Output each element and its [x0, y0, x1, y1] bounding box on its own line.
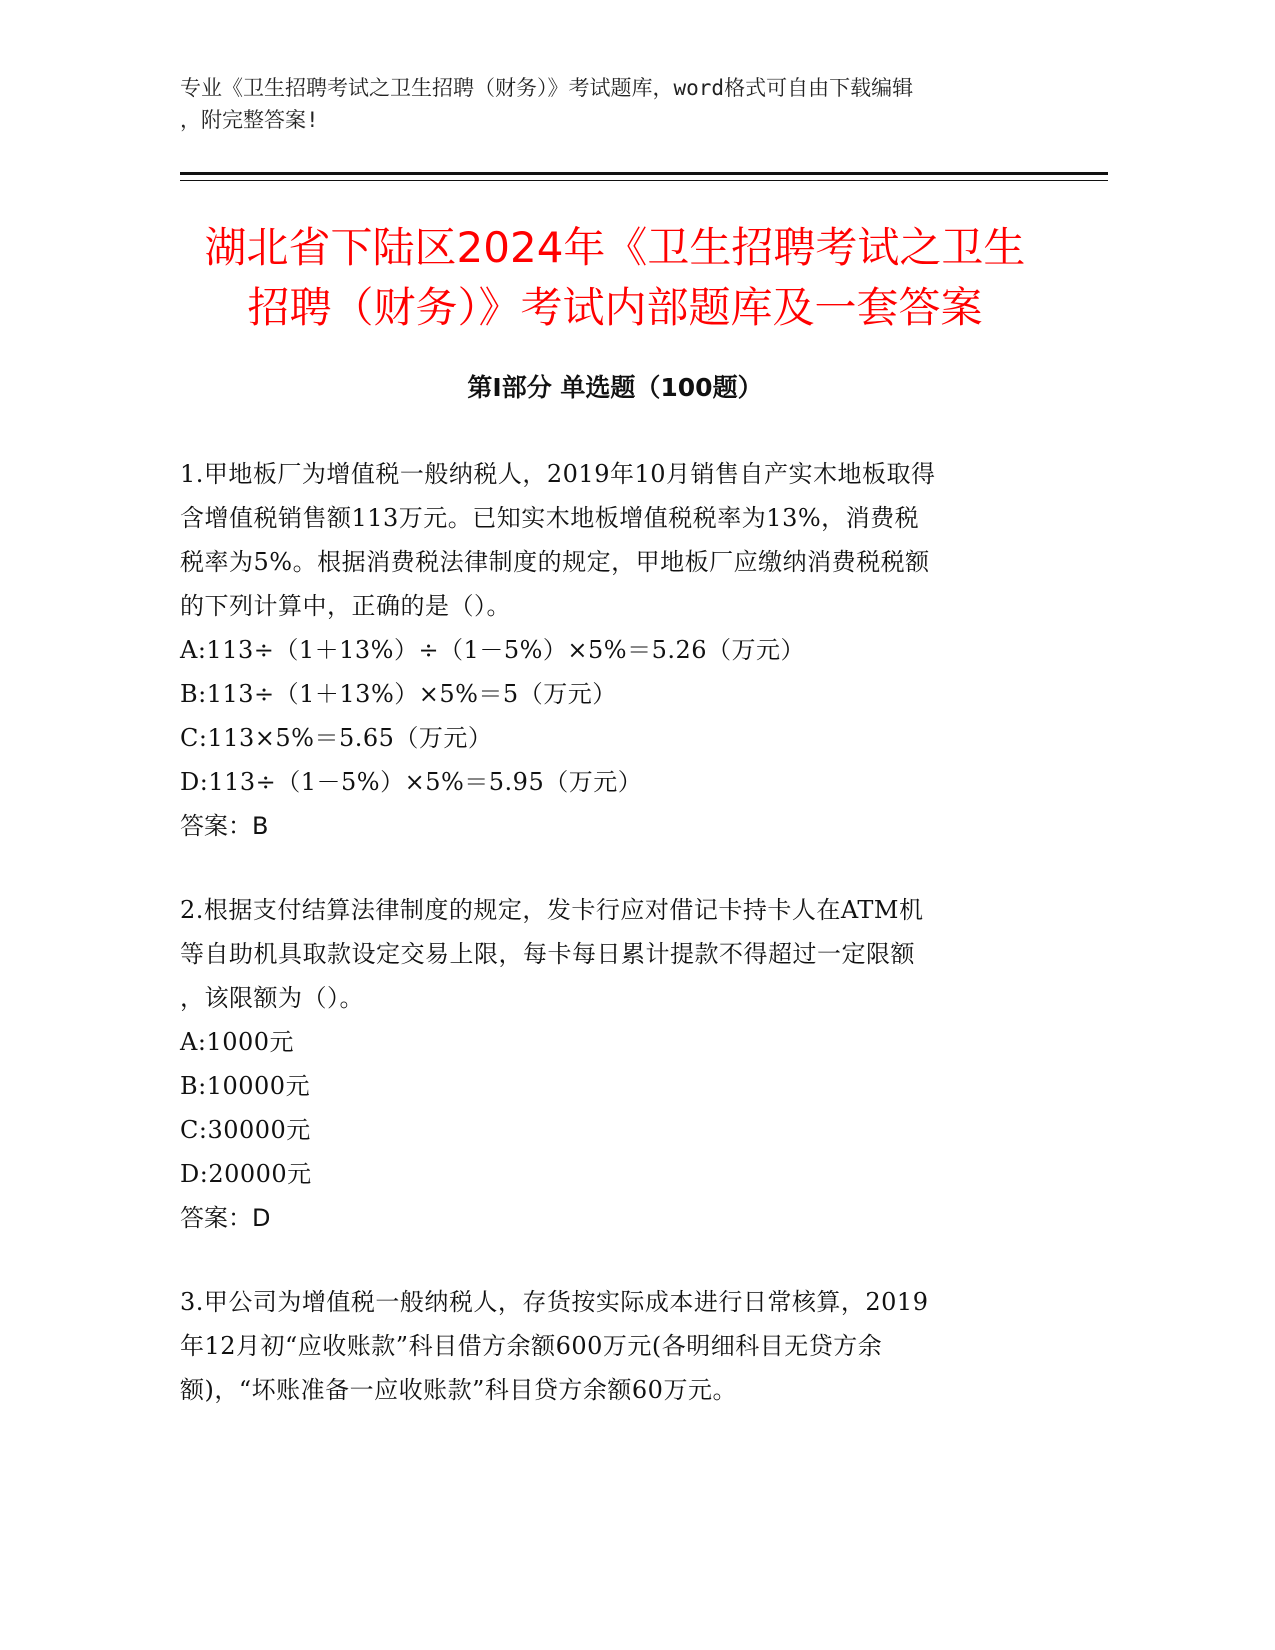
question-2 [180, 888, 1060, 1240]
question-text-line: 税率为5%。根据消费税法律制度的规定，甲地板厂应缴纳消费税税额 [180, 548, 930, 576]
option-d: D:20000元 [180, 1160, 312, 1188]
answer-label: 答案：D [180, 1204, 271, 1232]
answer-label: 答案：B [180, 812, 269, 840]
question-text-line: ，该限额为（）。 [180, 984, 364, 1012]
option-b: B:10000元 [180, 1072, 311, 1100]
question-text-line: 含增值税销售额113万元。已知实木地板增值税税率为13%，消费税 [180, 504, 920, 532]
question-text-line: 年12月初“应收账款”科目借方余额600万元(各明细科目无贷方余 [180, 1332, 883, 1360]
header-note-line-1: 专业《卫生招聘考试之卫生招聘（财务）》考试题库，word格式可自由下载编辑 [180, 76, 914, 100]
question-text-line: 3.甲公司为增值税一般纳税人，存货按实际成本进行日常核算，2019 [180, 1288, 929, 1316]
option-a: A:113÷（1＋13%）÷（1－5%）×5%＝5.26（万元） [180, 636, 806, 664]
question-text-line: 2.根据支付结算法律制度的规定，发卡行应对借记卡持卡人在ATM机 [180, 896, 924, 924]
option-c: C:30000元 [180, 1116, 311, 1144]
question-1 [180, 452, 1060, 848]
header-note [180, 72, 1060, 136]
question-text-line: 额)，“坏账准备一应收账款”科目贷方余额60万元。 [180, 1376, 737, 1404]
question-text-line: 的下列计算中，正确的是（）。 [180, 592, 511, 620]
option-b: B:113÷（1＋13%）×5%＝5（万元） [180, 680, 617, 708]
header-note-line-2: ，附完整答案! [180, 108, 319, 132]
document-title-line-2: 招聘（财务）》考试内部题库及一套答案 [247, 283, 983, 332]
document-title [150, 218, 1080, 338]
option-a: A:1000元 [180, 1028, 294, 1056]
section-heading: 第Ⅰ部分 单选题（100题） [467, 373, 763, 402]
header-divider-thin [180, 180, 1108, 181]
option-c: C:113×5%＝5.65（万元） [180, 724, 493, 752]
document-title-line-1: 湖北省下陆区2024年《卫生招聘考试之卫生 [204, 223, 1026, 272]
header-divider-thick [180, 172, 1108, 175]
question-3 [180, 1280, 1060, 1412]
question-list [180, 452, 1060, 1452]
option-d: D:113÷（1－5%）×5%＝5.95（万元） [180, 768, 643, 796]
question-text-line: 等自助机具取款设定交易上限，每卡每日累计提款不得超过一定限额 [180, 940, 915, 968]
question-text-line: 1.甲地板厂为增值税一般纳税人，2019年10月销售自产实木地板取得 [180, 460, 936, 488]
